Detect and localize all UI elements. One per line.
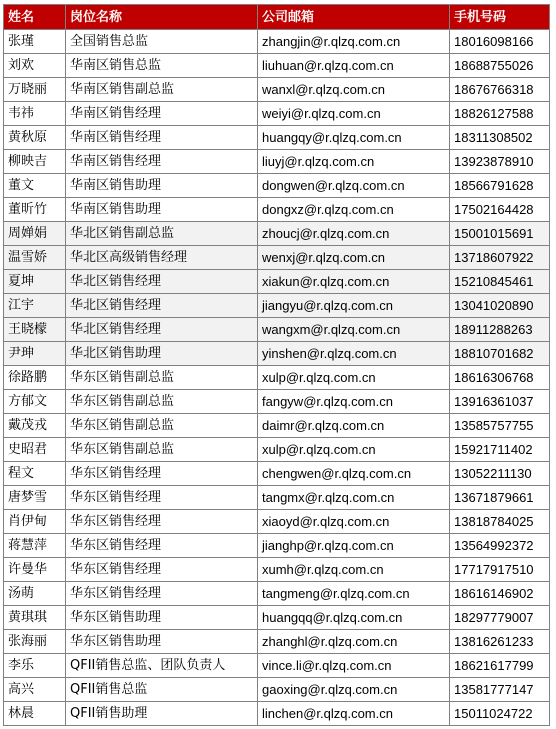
cell-name: 董昕竹 <box>4 198 66 222</box>
cell-phone: 13671879661 <box>450 486 550 510</box>
cell-position: 华北区销售经理 <box>66 270 258 294</box>
table-header-row <box>4 5 550 30</box>
cell-position: 华东区销售助理 <box>66 630 258 654</box>
table-row <box>4 246 550 270</box>
cell-email: xulp@r.qlzq.com.cn <box>258 438 450 462</box>
table-body <box>4 30 550 726</box>
cell-position: 华北区销售经理 <box>66 318 258 342</box>
cell-position: QFII销售总监、团队负责人 <box>66 654 258 678</box>
cell-position: 华东区销售经理 <box>66 462 258 486</box>
table-row <box>4 366 550 390</box>
cell-phone: 18621617799 <box>450 654 550 678</box>
cell-name: 江宇 <box>4 294 66 318</box>
cell-position: 华南区销售助理 <box>66 174 258 198</box>
cell-position: 华北区销售经理 <box>66 294 258 318</box>
cell-position: 华南区销售经理 <box>66 150 258 174</box>
table-row <box>4 78 550 102</box>
cell-name: 戴茂戎 <box>4 414 66 438</box>
cell-name: 刘欢 <box>4 54 66 78</box>
cell-phone: 13052211130 <box>450 462 550 486</box>
cell-name: 张海丽 <box>4 630 66 654</box>
cell-email: yinshen@r.qlzq.com.cn <box>258 342 450 366</box>
cell-phone: 15001015691 <box>450 222 550 246</box>
cell-email: xulp@r.qlzq.com.cn <box>258 366 450 390</box>
cell-phone: 18566791628 <box>450 174 550 198</box>
cell-email: gaoxing@r.qlzq.com.cn <box>258 678 450 702</box>
cell-email: zhangjin@r.qlzq.com.cn <box>258 30 450 54</box>
table-row <box>4 462 550 486</box>
cell-position: 华南区销售经理 <box>66 102 258 126</box>
table-row <box>4 270 550 294</box>
cell-email: xumh@r.qlzq.com.cn <box>258 558 450 582</box>
table-row <box>4 582 550 606</box>
cell-position: 华东区销售经理 <box>66 486 258 510</box>
table-row <box>4 222 550 246</box>
cell-phone: 13041020890 <box>450 294 550 318</box>
cell-phone: 13585757755 <box>450 414 550 438</box>
cell-name: 肖伊甸 <box>4 510 66 534</box>
table-row <box>4 606 550 630</box>
cell-position: 华东区销售副总监 <box>66 438 258 462</box>
cell-position: 华东区销售经理 <box>66 558 258 582</box>
header-name: 姓名 <box>4 5 66 30</box>
table-row <box>4 198 550 222</box>
table-row <box>4 342 550 366</box>
table-row <box>4 318 550 342</box>
cell-name: 林晨 <box>4 702 66 726</box>
cell-name: 韦祎 <box>4 102 66 126</box>
cell-position: 华东区销售经理 <box>66 510 258 534</box>
cell-name: 周婵娟 <box>4 222 66 246</box>
table-row <box>4 486 550 510</box>
cell-name: 万晓丽 <box>4 78 66 102</box>
cell-email: linchen@r.qlzq.com.cn <box>258 702 450 726</box>
cell-name: 董文 <box>4 174 66 198</box>
cell-email: liuyj@r.qlzq.com.cn <box>258 150 450 174</box>
cell-position: 华北区高级销售经理 <box>66 246 258 270</box>
cell-name: 蒋慧萍 <box>4 534 66 558</box>
cell-email: jianghp@r.qlzq.com.cn <box>258 534 450 558</box>
table-row <box>4 150 550 174</box>
cell-email: tangmeng@r.qlzq.com.cn <box>258 582 450 606</box>
table-row <box>4 702 550 726</box>
cell-email: dongwen@r.qlzq.com.cn <box>258 174 450 198</box>
cell-name: 汤萌 <box>4 582 66 606</box>
sales-contact-table <box>3 4 550 726</box>
cell-position: 华东区销售副总监 <box>66 366 258 390</box>
cell-position: 华东区销售副总监 <box>66 414 258 438</box>
cell-email: xiakun@r.qlzq.com.cn <box>258 270 450 294</box>
cell-phone: 15210845461 <box>450 270 550 294</box>
cell-phone: 18826127588 <box>450 102 550 126</box>
cell-email: dongxz@r.qlzq.com.cn <box>258 198 450 222</box>
table-row <box>4 438 550 462</box>
cell-position: 华南区销售副总监 <box>66 78 258 102</box>
cell-email: zhanghl@r.qlzq.com.cn <box>258 630 450 654</box>
cell-phone: 13718607922 <box>450 246 550 270</box>
cell-email: daimr@r.qlzq.com.cn <box>258 414 450 438</box>
table-row <box>4 414 550 438</box>
table-row <box>4 678 550 702</box>
table-row <box>4 558 550 582</box>
cell-position: 华北区销售助理 <box>66 342 258 366</box>
cell-position: 全国销售总监 <box>66 30 258 54</box>
cell-phone: 18016098166 <box>450 30 550 54</box>
cell-position: QFII销售助理 <box>66 702 258 726</box>
cell-name: 尹珅 <box>4 342 66 366</box>
header-phone: 手机号码 <box>450 5 550 30</box>
cell-phone: 18297779007 <box>450 606 550 630</box>
cell-email: tangmx@r.qlzq.com.cn <box>258 486 450 510</box>
cell-phone: 13818784025 <box>450 510 550 534</box>
table-row <box>4 54 550 78</box>
cell-email: huangqy@r.qlzq.com.cn <box>258 126 450 150</box>
table-row <box>4 102 550 126</box>
table-row <box>4 390 550 414</box>
cell-phone: 15011024722 <box>450 702 550 726</box>
cell-email: vince.li@r.qlzq.com.cn <box>258 654 450 678</box>
cell-phone: 13581777147 <box>450 678 550 702</box>
cell-name: 黄秋原 <box>4 126 66 150</box>
table-row <box>4 294 550 318</box>
cell-name: 方郁文 <box>4 390 66 414</box>
table-row <box>4 654 550 678</box>
cell-name: 王晓檬 <box>4 318 66 342</box>
cell-name: 高兴 <box>4 678 66 702</box>
cell-name: 黄琪琪 <box>4 606 66 630</box>
table-row <box>4 30 550 54</box>
cell-email: zhoucj@r.qlzq.com.cn <box>258 222 450 246</box>
cell-name: 程文 <box>4 462 66 486</box>
cell-name: 史昭君 <box>4 438 66 462</box>
cell-position: 华北区销售副总监 <box>66 222 258 246</box>
cell-position: 华东区销售经理 <box>66 534 258 558</box>
cell-name: 徐路鹏 <box>4 366 66 390</box>
cell-position: 华南区销售助理 <box>66 198 258 222</box>
cell-email: wenxj@r.qlzq.com.cn <box>258 246 450 270</box>
cell-phone: 18676766318 <box>450 78 550 102</box>
cell-position: 华东区销售经理 <box>66 582 258 606</box>
cell-phone: 18311308502 <box>450 126 550 150</box>
cell-name: 李乐 <box>4 654 66 678</box>
cell-name: 唐梦雪 <box>4 486 66 510</box>
cell-name: 张瑾 <box>4 30 66 54</box>
cell-phone: 18810701682 <box>450 342 550 366</box>
cell-email: fangyw@r.qlzq.com.cn <box>258 390 450 414</box>
cell-email: chengwen@r.qlzq.com.cn <box>258 462 450 486</box>
cell-email: jiangyu@r.qlzq.com.cn <box>258 294 450 318</box>
cell-position: 华东区销售助理 <box>66 606 258 630</box>
cell-phone: 13816261233 <box>450 630 550 654</box>
cell-phone: 18911288263 <box>450 318 550 342</box>
table-row <box>4 510 550 534</box>
cell-email: weiyi@r.qlzq.com.cn <box>258 102 450 126</box>
cell-name: 温雪娇 <box>4 246 66 270</box>
cell-position: 华南区销售经理 <box>66 126 258 150</box>
cell-position: 华南区销售总监 <box>66 54 258 78</box>
cell-email: liuhuan@r.qlzq.com.cn <box>258 54 450 78</box>
cell-name: 夏坤 <box>4 270 66 294</box>
cell-name: 柳映吉 <box>4 150 66 174</box>
cell-phone: 17717917510 <box>450 558 550 582</box>
cell-phone: 18616306768 <box>450 366 550 390</box>
header-email: 公司邮箱 <box>258 5 450 30</box>
cell-email: huangqq@r.qlzq.com.cn <box>258 606 450 630</box>
table-row <box>4 630 550 654</box>
header-position: 岗位名称 <box>66 5 258 30</box>
cell-email: xiaoyd@r.qlzq.com.cn <box>258 510 450 534</box>
cell-position: 华东区销售副总监 <box>66 390 258 414</box>
cell-phone: 18616146902 <box>450 582 550 606</box>
cell-phone: 18688755026 <box>450 54 550 78</box>
cell-position: QFII销售总监 <box>66 678 258 702</box>
cell-phone: 13916361037 <box>450 390 550 414</box>
table-row <box>4 126 550 150</box>
cell-phone: 15921711402 <box>450 438 550 462</box>
table-row <box>4 534 550 558</box>
cell-phone: 17502164428 <box>450 198 550 222</box>
cell-name: 许曼华 <box>4 558 66 582</box>
cell-phone: 13564992372 <box>450 534 550 558</box>
cell-phone: 13923878910 <box>450 150 550 174</box>
table-row <box>4 174 550 198</box>
cell-email: wanxl@r.qlzq.com.cn <box>258 78 450 102</box>
cell-email: wangxm@r.qlzq.com.cn <box>258 318 450 342</box>
